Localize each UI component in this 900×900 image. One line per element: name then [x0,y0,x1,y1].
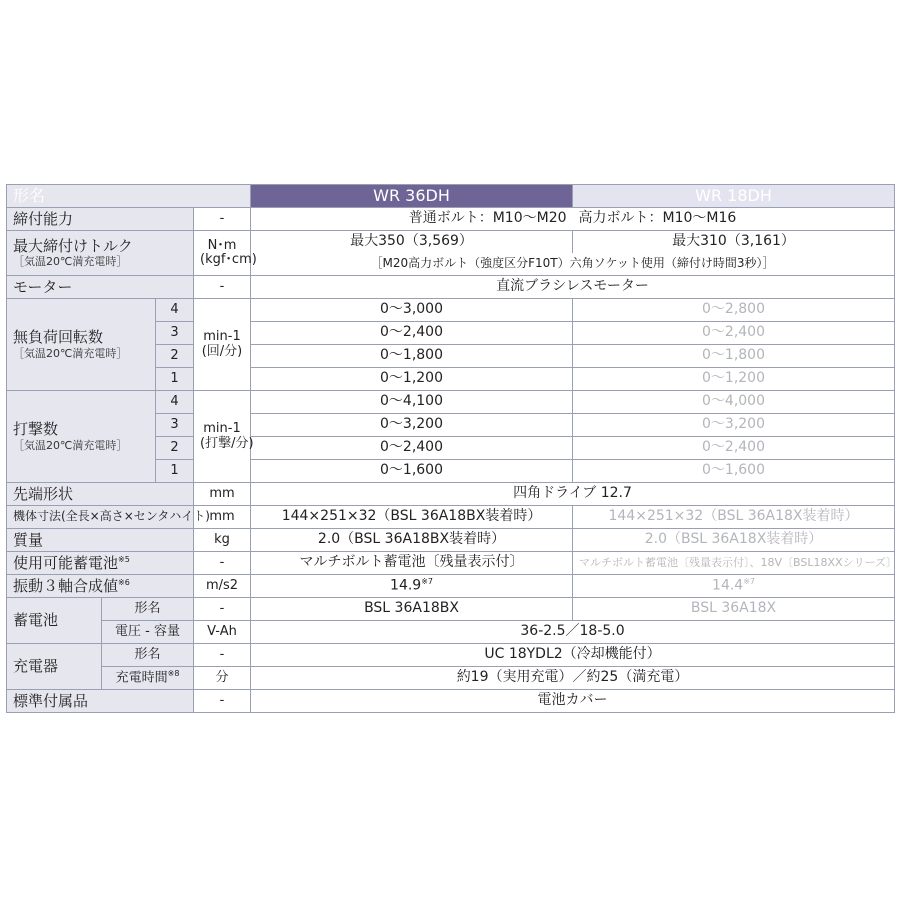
accessory-unit: - [194,690,251,713]
motor-unit: - [194,276,251,299]
battery-ok-label-cell [7,552,194,575]
impact-a: 0～4,100 [251,391,573,414]
size-row [7,506,895,529]
impact-mode: 3 [156,414,194,437]
vibration-b: 14.4 [712,577,744,594]
charger-sub2: 充電時間 [115,670,168,686]
speed-label-cell [7,299,156,391]
impact-a: 0～2,400 [251,437,573,460]
speed-unit2: (回/分) [201,343,243,359]
battery-ok-label: 使用可能蓄電池 [13,553,119,572]
accessory-value: 電池カバー [251,690,895,713]
battery-unit2: V-Ah [194,621,251,644]
mass-b: 2.0（BSL 36A18X装着時） [573,529,895,552]
speed-row [7,299,895,322]
battery-row2 [7,621,895,644]
battery-ok-a: マルチボルト蓄電池〔残量表示付〕 [251,552,573,575]
impact-label: 打撃数 [13,420,59,439]
spec-table [6,184,898,713]
speed-mode: 2 [156,345,194,368]
motor-row [7,276,895,299]
model-a-header: WR 36DH [251,185,573,208]
battery-ok-mark: ※5 [118,554,130,564]
impact-mode: 4 [156,391,194,414]
charger-unit1: - [194,644,251,667]
mass-row [7,529,895,552]
size-a: 144×251×32（BSL 36A18BX装着時） [251,506,573,529]
vibration-unit: m/s2 [194,575,251,598]
impact-a: 0～1,600 [251,460,573,483]
torque-b: 最大310（3,161） [573,231,895,254]
impact-note: ［気温20℃満充電時］ [13,438,128,452]
charger-row2 [7,667,895,690]
impact-b: 0～4,000 [573,391,895,414]
charger-value1: UC 18YDL2（冷却機能付） [251,644,895,667]
capacity-a: 普通ボルト：M10～M20 [251,208,573,231]
header-label: 形名 [7,185,251,208]
impact-mode: 2 [156,437,194,460]
impact-unit1: min-1 [203,421,241,437]
torque-row [7,231,895,254]
accessory-row [7,690,895,713]
tip-unit: mm [194,483,251,506]
vibration-label: 振動３軸合成値 [13,576,119,595]
vibration-row [7,575,895,598]
impact-b: 0～1,600 [573,460,895,483]
speed-b: 0～1,200 [573,368,895,391]
impact-b: 0～3,200 [573,414,895,437]
tip-label: 先端形状 [7,483,194,506]
speed-b: 0～2,400 [573,322,895,345]
capacity-unit: - [194,208,251,231]
motor-label: モーター [7,276,194,299]
charger-label: 充電器 [7,644,102,690]
impact-unit2: (打撃/分) [200,435,254,451]
speed-mode: 4 [156,299,194,322]
vibration-b-mark: ※7 [743,576,755,586]
header-row [7,185,895,208]
battery-b: BSL 36A18X [573,598,895,621]
vibration-a: 14.9 [390,577,422,594]
battery-unit1: - [194,598,251,621]
size-label: 機体寸法(全長×高さ×センタハイト) [7,506,194,529]
battery-ok-row [7,552,895,575]
torque-label-cell [7,231,194,276]
speed-a: 0～1,800 [251,345,573,368]
impact-mode: 1 [156,460,194,483]
impact-b: 0～2,400 [573,437,895,460]
battery-value2: 36-2.5／18-5.0 [251,621,895,644]
torque-unit-cell [194,231,257,276]
charger-sub2-mark: ※8 [167,669,180,679]
speed-a: 0～2,400 [251,322,573,345]
charger-row [7,644,895,667]
speed-b: 0～2,800 [573,299,895,322]
speed-unit1: min-1 [203,329,241,345]
capacity-row [7,208,895,231]
torque-note: ［気温20℃満充電時］ [13,255,128,269]
motor-value: 直流ブラシレスモーター [251,276,895,299]
speed-label: 無負荷回転数 [13,328,104,347]
mass-label: 質量 [7,529,194,552]
charger-sub2-cell [102,667,194,690]
battery-sub1: 形名 [102,598,194,621]
torque-label: 最大締付けトルク [13,236,133,255]
battery-ok-unit: - [194,552,251,575]
size-unit: mm [194,506,251,529]
battery-label: 蓄電池 [7,598,102,644]
capacity-b: 高力ボルト：M10～M16 [573,208,895,231]
size-b: 144×251×32（BSL 36A18X装着時） [573,506,895,529]
torque-footnote: ［M20高力ボルト（強度区分F10T）六角ソケット使用（締付け時間3秒）］ [251,253,895,276]
battery-ok-b: マルチボルト蓄電池〔残量表示付〕、18V〔BSL18XXシリーズ〕 [573,552,895,575]
impact-a: 0～3,200 [251,414,573,437]
mass-a: 2.0（BSL 36A18BX装着時） [251,529,573,552]
speed-mode: 1 [156,368,194,391]
speed-a: 0～3,000 [251,299,573,322]
speed-a: 0～1,200 [251,368,573,391]
vibration-a-mark: ※7 [421,576,433,586]
vibration-a-cell [251,575,573,598]
tip-value: 四角ドライブ 12.7 [251,483,895,506]
vibration-b-cell [573,575,895,598]
impact-row [7,391,895,414]
torque-unit2: (kgf･cm) [200,252,257,267]
speed-mode: 3 [156,322,194,345]
capacity-label: 締付能力 [7,208,194,231]
charger-sub1: 形名 [102,644,194,667]
model-b-header: WR 18DH [573,185,895,208]
vibration-mark: ※6 [118,577,130,587]
battery-sub2: 電圧 - 容量 [102,621,194,644]
torque-unit1: N･m [207,237,237,253]
speed-unit-cell [194,299,251,391]
impact-label-cell [7,391,156,483]
charger-unit2: 分 [194,667,251,690]
speed-note: ［気温20℃満充電時］ [13,346,128,360]
torque-a: 最大350（3,569） [251,231,573,254]
accessory-label: 標準付属品 [7,690,194,713]
impact-unit-cell [194,391,254,483]
charger-value2: 約19（実用充電）／約25（満充電） [251,667,895,690]
battery-a: BSL 36A18BX [251,598,573,621]
speed-b: 0～1,800 [573,345,895,368]
vibration-label-cell [7,575,194,598]
mass-unit: kg [194,529,251,552]
tip-row [7,483,895,506]
battery-row [7,598,895,621]
